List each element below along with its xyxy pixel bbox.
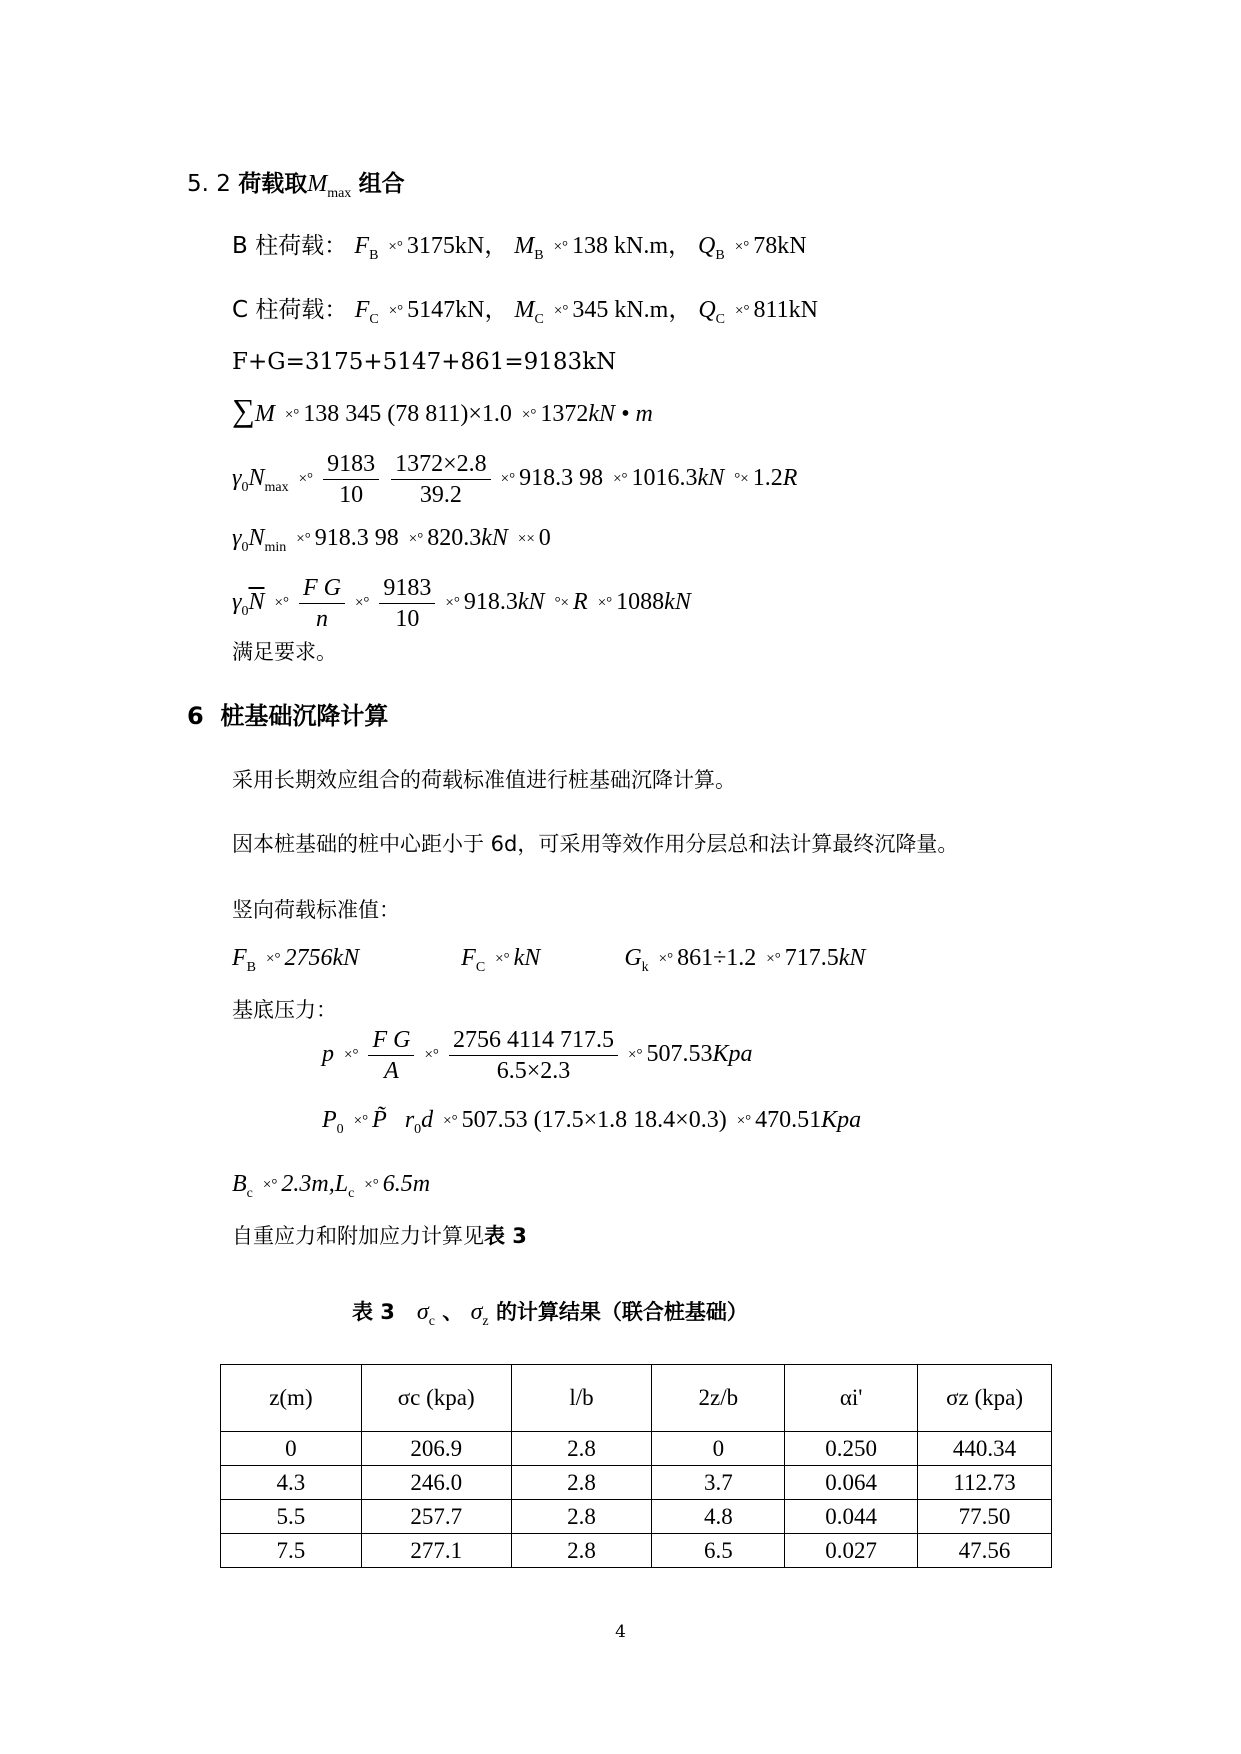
navg-den1: n (315, 605, 328, 632)
header-sigma-c: σc (kpa) (361, 1365, 511, 1432)
p-num2: 2756 4114 717.5 (449, 1025, 618, 1056)
cell: 2.8 (511, 1432, 652, 1466)
cell: 47.56 (918, 1534, 1052, 1568)
paragraph-1: 采用长期效应组合的荷载标准值进行桩基础沉降计算。 (232, 768, 736, 792)
cell: 0 (221, 1432, 362, 1466)
navg-equation: $\gamma_0\overline{N}$ ×° $\frac{\text{F G}}{n}$ ×° $\frac{9183}{10}$ ×° 918.3kN °× R ×° 1088kN (232, 574, 691, 632)
nmin-limit: 0 (538, 525, 551, 551)
paragraph-2: 因本桩基础的桩中心距小于 6d，可采用等效作用分层总和法计算最终沉降量。 (232, 832, 959, 856)
section-tail: 组合 (358, 171, 405, 197)
b-m-value: 138 kN.m， (572, 233, 693, 259)
p-den1: A (384, 1057, 399, 1084)
m-symbol: M (307, 171, 328, 197)
c-q-value: 811kN (753, 297, 818, 323)
cell: 0.064 (785, 1466, 918, 1500)
caption-mid: 、 (442, 1300, 464, 1324)
navg-result: 918.3 (463, 589, 518, 615)
sum-m-equation: ∑M ×° 138 345 (78 811)×1.0 ×° 1372kN • m (232, 392, 653, 428)
header-l-b: l/b (511, 1365, 652, 1432)
cell: 5.5 (221, 1500, 362, 1534)
nmin-expr: 918.3 98 (314, 525, 399, 551)
cell: 0 (652, 1432, 785, 1466)
fb-value: 2756 (284, 945, 333, 971)
bc-lc-line: $B_c$ ×° $2.3m,L_c$ ×° 6.5m (232, 1171, 431, 1201)
section6-number: 6 (187, 702, 204, 730)
see-table-text: 自重应力和附加应力计算见 (232, 1224, 484, 1248)
cell: 77.50 (918, 1500, 1052, 1534)
nmax-den1: 10 (339, 481, 364, 508)
nmax-limit: 1.2 (752, 465, 783, 491)
p0-equation: $P_0$ ×° P̃ $r_0d$ ×° 507.53 (17.5×1.8 18.4×0.3) ×° 470.51Kpa (322, 1107, 862, 1137)
table-row (221, 1466, 1052, 1500)
nmax-num2: 1372×2.8 (391, 449, 491, 480)
vertical-load-label: 竖向荷载标准值： (232, 898, 400, 922)
b-column-load-line: B 柱荷载： $F_B$ ×° 3175kN， $M_B$ ×° 138 kN.m， $Q_B$ ×° 78kN (232, 233, 807, 263)
vertical-loads-line: $F_B$ ×° 2756kN $F_C$ ×° kN $G_k$ ×° 861÷1.2 ×° 717.5kN (232, 945, 866, 975)
cell: 0.027 (785, 1534, 918, 1568)
navg-num1: F G (299, 573, 345, 604)
cell: 7.5 (221, 1534, 362, 1568)
navg-num2: 9183 (379, 573, 435, 604)
b-q-value: 78kN (753, 233, 807, 259)
nmax-equation: $\gamma_0N_{max}$ ×° $\frac{9183}{10}$ $\frac{1372\times 2.8}{39.2}$ ×° 918.3 98 ×° 1016.3kN °× 1.2R (232, 450, 798, 508)
cell: 2.8 (511, 1466, 652, 1500)
table-header-row (221, 1365, 1052, 1432)
b-load-label: B 柱荷载： (232, 233, 348, 259)
cell: 440.34 (918, 1432, 1052, 1466)
p-equation: p ×° $\frac{\text{F G}}{A}$ ×° $\frac{2756 4114 717.5}{6.5\times 2.3}$ ×° 507.53Kpa (322, 1026, 753, 1084)
fg-line (232, 348, 616, 376)
nmin-equation: $\gamma_0N_{min}$ ×° 918.3 98 ×° 820.3kN ×× 0 (232, 525, 551, 555)
cell: 0.250 (785, 1432, 918, 1466)
gk-expr: 861÷1.2 (677, 945, 757, 971)
nmax-num1: 9183 (323, 449, 379, 480)
cell: 3.7 (652, 1466, 785, 1500)
section6-title: 桩基础沉降计算 (220, 702, 389, 730)
nmax-mid: 918.3 98 (519, 465, 604, 491)
fc-unit: kN (513, 945, 541, 971)
header-alpha: αi' (785, 1365, 918, 1432)
nmin-result: 820.3 (427, 525, 482, 551)
satisfied-text: 满足要求。 (232, 640, 337, 664)
table-row (221, 1534, 1052, 1568)
table-caption: 表 3 $\sigma_c$ 、 $\sigma_z$ 的计算结果（联合桩基础） (352, 1299, 748, 1329)
section-number: 5. 2 (187, 171, 231, 197)
sum-m-unit: kN • m (588, 401, 653, 427)
cell: 2.8 (511, 1500, 652, 1534)
sum-m-expr: 138 345 (78 811)×1.0 (303, 401, 512, 427)
nmax-den2: 39.2 (419, 481, 462, 508)
nmax-result: 1016.3 (631, 465, 698, 491)
see-table-ref: 表 3 (484, 1224, 527, 1248)
navg-limit: 1088 (616, 589, 665, 615)
table-row (221, 1432, 1052, 1466)
lc-value: 6.5m (382, 1171, 431, 1197)
cell: 6.5 (652, 1534, 785, 1568)
p-num1: F G (368, 1025, 414, 1056)
see-table-line (232, 1222, 527, 1250)
caption-prefix: 表 3 (352, 1300, 395, 1324)
p0-expr: 507.53 (17.5×1.8 18.4×0.3) (461, 1107, 727, 1133)
c-load-label: C 柱荷载： (232, 297, 348, 323)
p0-result: 470.51 (755, 1107, 822, 1133)
base-pressure-label: 基底压力： (232, 998, 337, 1022)
results-table (220, 1364, 1052, 1568)
m-subscript: max (327, 186, 352, 201)
table-row (221, 1500, 1052, 1534)
sum-m-result: 1372 (540, 401, 589, 427)
c-f-value: 5147kN， (407, 297, 509, 323)
p-result: 507.53 (646, 1041, 713, 1067)
header-2z-b: 2z/b (652, 1365, 785, 1432)
cell: 112.73 (918, 1466, 1052, 1500)
section-text: 荷载取 (238, 171, 308, 197)
cell: 4.3 (221, 1466, 362, 1500)
cell: 277.1 (361, 1534, 511, 1568)
cell: 4.8 (652, 1500, 785, 1534)
header-z: z(m) (221, 1365, 362, 1432)
c-m-value: 345 kN.m， (572, 297, 693, 323)
cell: 0.044 (785, 1500, 918, 1534)
cell: 246.0 (361, 1466, 511, 1500)
b-f-value: 3175kN， (406, 233, 509, 259)
cell: 2.8 (511, 1534, 652, 1568)
cell: 206.9 (361, 1432, 511, 1466)
section-heading-6 (187, 702, 388, 730)
c-column-load-line: C 柱荷载： $F_C$ ×° 5147kN， $M_C$ ×° 345 kN.m， $Q_C$ ×° 811kN (232, 297, 818, 327)
p-den2: 6.5×2.3 (496, 1057, 571, 1084)
caption-suffix: 的计算结果（联合桩基础） (495, 1300, 748, 1324)
fg-text: F+G=3175+5147+861=9183kN (232, 349, 617, 375)
gk-result: 717.5 (784, 945, 839, 971)
section-heading-5-2 (187, 170, 405, 202)
navg-den2: 10 (395, 605, 420, 632)
page-number: 4 (615, 1622, 626, 1642)
header-sigma-z: σz (kpa) (918, 1365, 1052, 1432)
bc-value: 2.3m, (281, 1171, 335, 1197)
cell: 257.7 (361, 1500, 511, 1534)
